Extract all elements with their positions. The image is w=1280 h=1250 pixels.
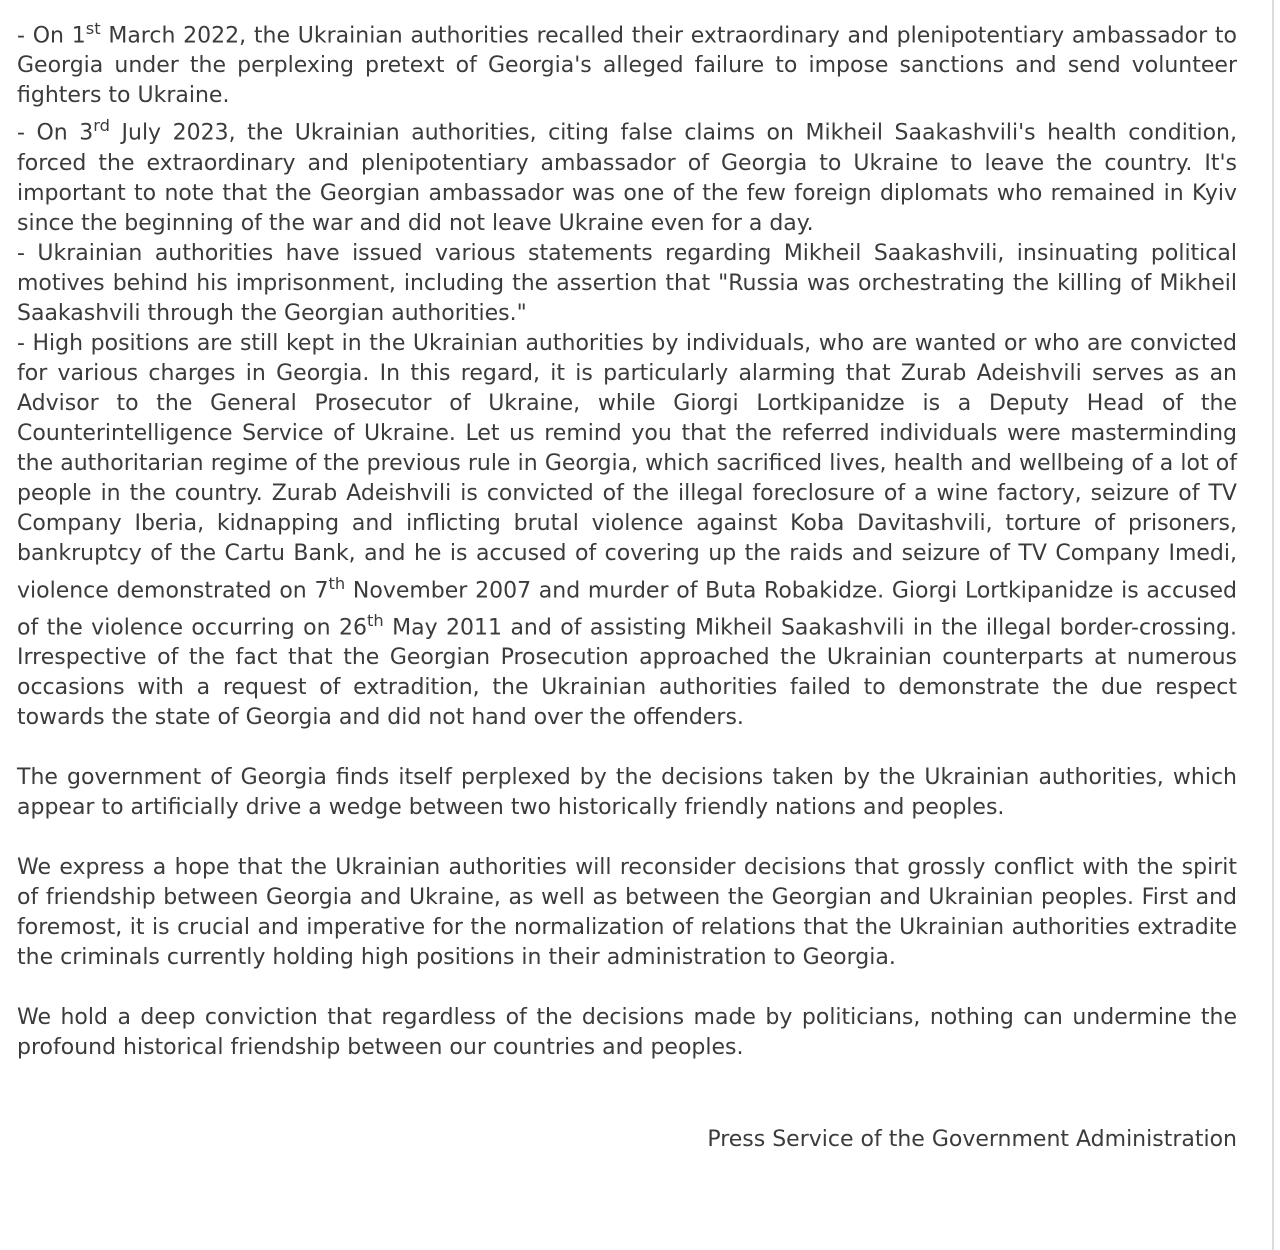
statement-paragraph-4: - High positions are still kept in the Ukrainian authorities by individuals, who are wanted or who are convicted for various charges in Georgia. In this regard, it is particularly alarming that Zurab Adeishvili serves as an Advisor to the General Prosecutor of Ukraine, while Giorgi Lortkipanidze is a Deputy Head of the Counterintelligence Service of Ukraine. Let us remind you that the referred individuals were masterminding the authoritarian regime of the previous rule in Georgia, which sacrificed lives, health and wellbeing of a lot of people in the country. Zurab Adeishvili is convicted of the illegal foreclosure of a wine factory, seizure of TV Company Iberia, kidnapping and inflicting brutal violence against Koba Davitashvili, torture of prisoners, bankruptcy of the Cartu Bank, and he is accused of covering up the raids and seizure of TV Company Imedi, violence demonstrated on 7th November 2007 and murder of Buta Robakidze. Giorgi Lortkipanidze is accused of the violence occurring on 26th May 2011 and of assisting Mikheil Saakashvili in the illegal border-crossing. Irrespective of the fact that the Georgian Prosecution approached the Ukrainian counterparts at numerous occasions with a request of extradition, the Ukrainian authorities failed to demonstrate the due respect towards the state of Georgia and did not hand over the offenders.: [17, 330, 1237, 731]
statement-paragraph-6: We express a hope that the Ukrainian authorities will reconsider decisions that grossly conflict with the spirit of friendship between Georgia and Ukraine, as well as between the Georgian and Ukrainian peoples. First and foremost, it is crucial and imperative for the normalization of relations that the Ukrainian authorities extradite the criminals currently holding high positions in their administration to Georgia.: [17, 855, 1237, 971]
signature-line: Press Service of the Government Administration: [707, 1127, 1237, 1153]
statement-paragraph-7: We hold a deep conviction that regardless of the decisions made by politicians, nothing can undermine the profound historical friendship between our countries and peoples.: [17, 1005, 1237, 1061]
page-edge-divider: [1272, 0, 1274, 1250]
statement-paragraph-1: - On 1st March 2022, the Ukrainian authorities recalled their extraordinary and plenipotentiary ambassador to Georgia under the perplexing pretext of Georgia's alleged failure to impose sanctions and send volunteer fighters to Ukraine.: [17, 19, 1237, 109]
statement-paragraph-2: - On 3rd July 2023, the Ukrainian authorities, citing false claims on Mikheil Saakashvili's health condition, forced the extraordinary and plenipotentiary ambassador of Georgia to Ukraine to leave the country. It's important to note that the Georgian ambassador was one of the few foreign diplomats who remained in Kyiv since the beginning of the war and did not leave Ukraine even for a day.: [17, 116, 1237, 236]
statement-paragraph-3: - Ukrainian authorities have issued various statements regarding Mikheil Saakashvili, insinuating political motives behind his imprisonment, including the assertion that "Russia was orchestrating the killing of Mikheil Saakashvili through the Georgian authorities.": [17, 240, 1237, 326]
statement-paragraph-5: The government of Georgia finds itself perplexed by the decisions taken by the Ukrainian authorities, which appear to artificially drive a wedge between two historically friendly nations and peoples.: [17, 765, 1237, 821]
